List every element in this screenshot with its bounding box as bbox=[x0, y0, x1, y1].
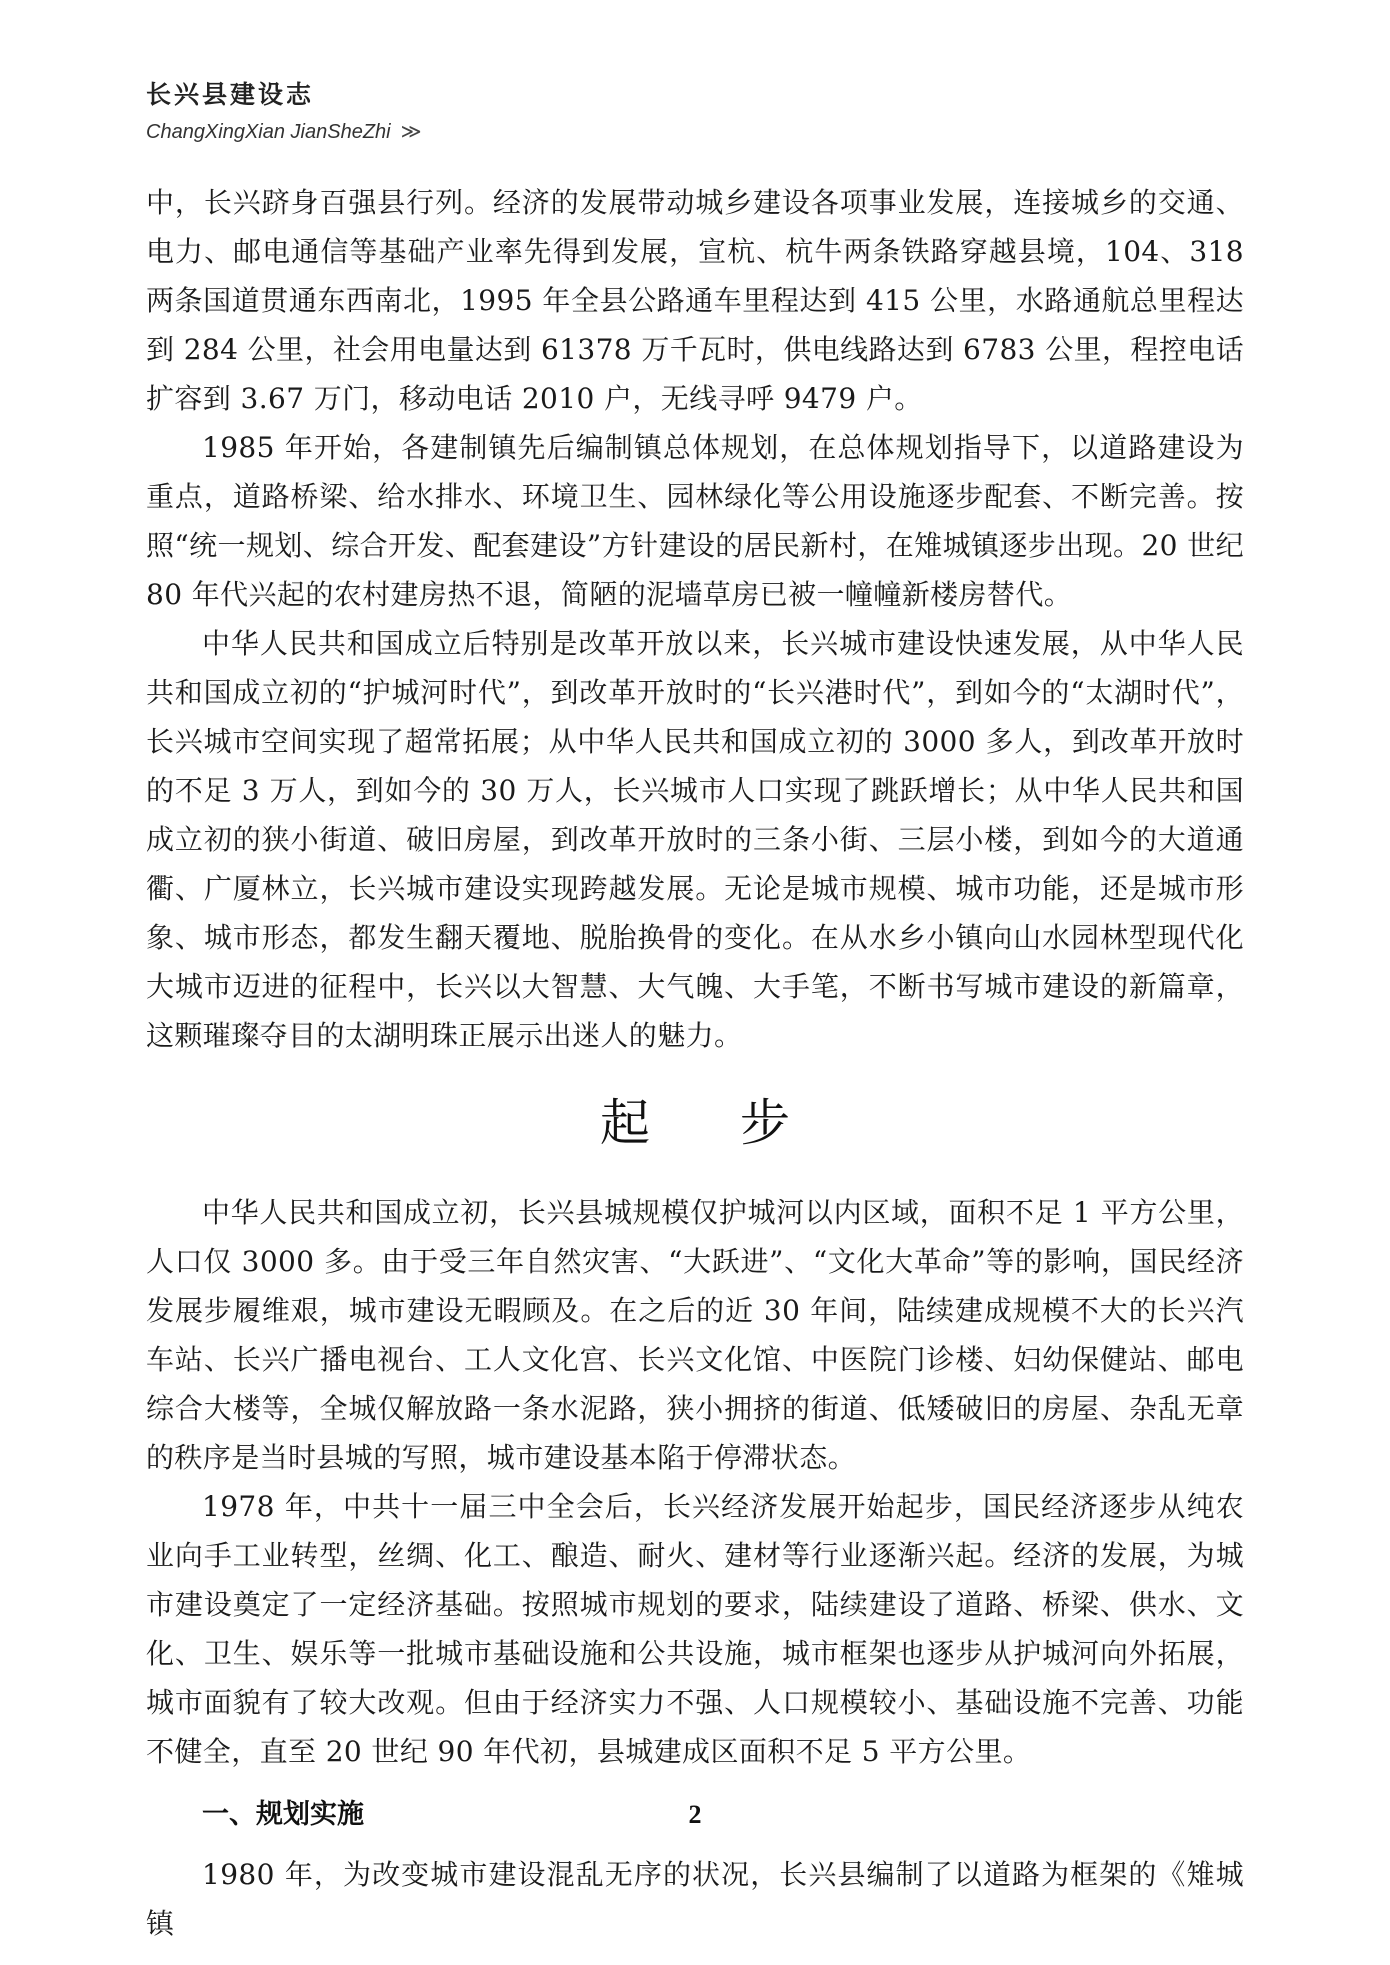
book-subtitle bbox=[146, 118, 422, 146]
section-heading: 起步 bbox=[600, 1094, 880, 1152]
page-number: 2 bbox=[688, 1800, 702, 1829]
paragraph: 1985 年开始，各建制镇先后编制镇总体规划，在总体规划指导下，以道路建设为重点，道路桥梁、给水排水、环境卫生、园林绿化等公用设施逐步配套、不断完善。按照“统一规划、综合开发、配套建设”方针建设的居民新村，在雉城镇逐步出现。20 世纪 80 年代兴起的农村建房热不退，简陋的泥墙草房已被一幢幢新楼房替代。 bbox=[146, 431, 1244, 611]
page-body bbox=[146, 178, 1244, 1948]
running-header bbox=[146, 78, 422, 146]
paragraph-continued: 中，长兴跻身百强县行列。经济的发展带动城乡建设各项事业发展，连接城乡的交通、电力、邮电通信等基础产业率先得到发展，宣杭、杭牛两条铁路穿越县境，104、318 两条国道贯通东西南北，1995 年全县公路通车里程达到 415 公里，水路通航总里程达到 284 公里，社会用电量达到 61378 万千瓦时，供电线路达到 6783 公里，程控电话扩容到 3.67 万门，移动电话 2010 户，无线寻呼 9479 户。 bbox=[146, 186, 1244, 415]
book-title: 长兴县建设志 bbox=[146, 80, 315, 109]
paragraph: 1980 年，为改变城市建设混乱无序的状况，长兴县编制了以道路为框架的《雉城镇 bbox=[146, 1858, 1244, 1940]
paragraph: 1978 年，中共十一届三中全会后，长兴经济发展开始起步，国民经济逐步从纯农业向手工业转型，丝绸、化工、酿造、耐火、建材等行业逐渐兴起。经济的发展，为城市建设奠定了一定经济基础。按照城市规划的要求，陆续建设了道路、桥梁、供水、文化、卫生、娱乐等一批城市基础设施和公共设施，城市框架也逐步从护城河向外拓展，城市面貌有了较大改观。但由于经济实力不强、人口规模较小、基础设施不完善、功能不健全，直至 20 世纪 90 年代初，县城建成区面积不足 5 平方公里。 bbox=[146, 1490, 1244, 1768]
paragraph: 中华人民共和国成立初，长兴县城规模仅护城河以内区域，面积不足 1 平方公里，人口仅 3000 多。由于受三年自然灾害、“大跃进”、“文化大革命”等的影响，国民经济发展步履维艰，城市建设无暇顾及。在之后的近 30 年间，陆续建成规模不大的长兴汽车站、长兴广播电视台、工人文化宫、长兴文化馆、中医院门诊楼、妇幼保健站、邮电综合大楼等，全城仅解放路一条水泥路，狭小拥挤的街道、低矮破旧的房屋、杂乱无章的秩序是当时县城的写照，城市建设基本陷于停滞状态。 bbox=[146, 1196, 1244, 1474]
paragraph: 中华人民共和国成立后特别是改革开放以来，长兴城市建设快速发展，从中华人民共和国成立初的“护城河时代”，到改革开放时的“长兴港时代”，到如今的“太湖时代”，长兴城市空间实现了超常拓展；从中华人民共和国成立初的 3000 多人，到改革开放时的不足 3 万人，到如今的 30 万人，长兴城市人口实现了跳跃增长；从中华人民共和国成立初的狭小街道、破旧房屋，到改革开放时的三条小街、三层小楼，到如今的大道通衢、广厦林立，长兴城市建设实现跨越发展。无论是城市规模、城市功能，还是城市形象、城市形态，都发生翻天覆地、脱胎换骨的变化。在从水乡小镇向山水园林型现代化大城市迈进的征程中，长兴以大智慧、大气魄、大手笔，不断书写城市建设的新篇章，这颗璀璨夺目的太湖明珠正展示出迷人的魅力。 bbox=[146, 627, 1244, 1052]
subsection-heading: 一、规划实施 bbox=[202, 1799, 364, 1830]
book-subtitle-text: ChangXingXian JianSheZhi bbox=[146, 121, 391, 143]
double-chevron-icon: ≫ bbox=[400, 121, 422, 143]
